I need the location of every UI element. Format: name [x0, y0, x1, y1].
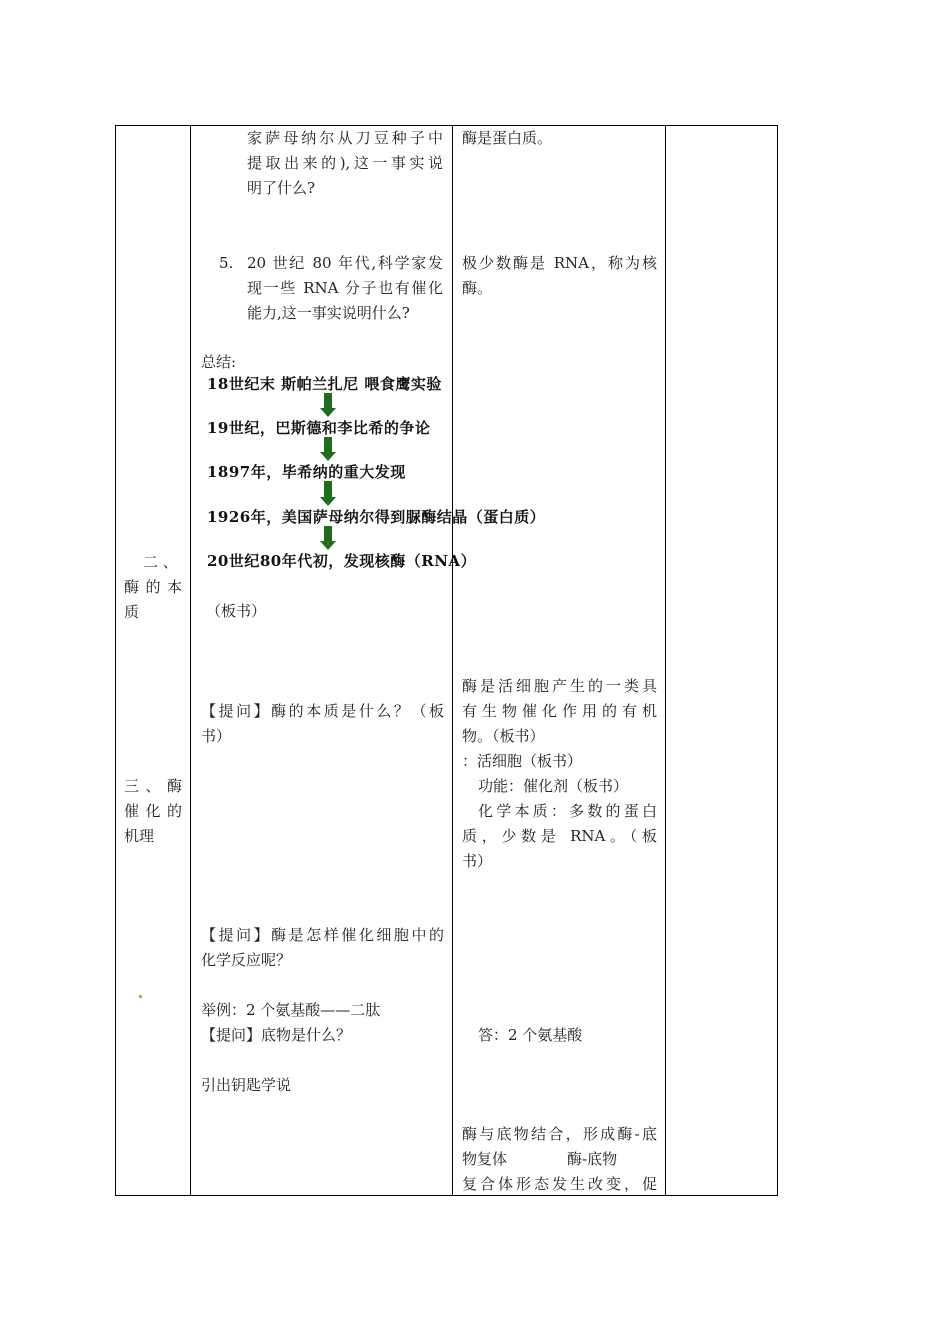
answer5-line-1: 极少数酶是 RNA，称为核 [462, 254, 657, 272]
item4-line-1: 家萨母纳尔从刀豆种子中 [247, 129, 443, 147]
answer4: 酶是蛋白质。 [462, 129, 553, 147]
table-right-border [777, 125, 778, 1196]
definition-line-1: 酶是活细胞产生的一类具 [462, 677, 657, 695]
item4-line-3: 明了什么? [247, 179, 316, 197]
down-arrow-icon [320, 526, 336, 550]
item5-line-1: 20 世纪 80 年代,科学家发 [247, 254, 443, 272]
question1-line-1: 【提问】酶的本质是什么？（板 [201, 702, 444, 720]
question2-line-1: 【提问】酶是怎样催化细胞中的 [201, 926, 444, 944]
timeline-item-1: 18世纪末 斯帕兰扎尼 喂食鹰实验 [207, 375, 442, 393]
question1-line-2: 书） [201, 727, 232, 745]
column-divider-2 [452, 125, 453, 1196]
answer5-line-2: 酶。 [462, 279, 493, 297]
timeline-item-3: 1897年，毕希纳的重大发现 [207, 463, 406, 481]
section3-line-3: 机理 [124, 827, 155, 845]
section2-line-2: 酶 的 本 [124, 578, 182, 596]
answer-substrate: 答：2 个氨基酸 [478, 1026, 583, 1044]
down-arrow-icon [320, 481, 336, 506]
lead-text: 引出钥匙学说 [201, 1076, 292, 1094]
example-text: 举例：2 个氨基酸——二肽 [201, 1001, 381, 1019]
nature-line-2: 质，少数是 RNA。（板 [462, 827, 657, 845]
timeline-item-5: 20世纪80年代初，发现核酶（RNA） [207, 552, 477, 570]
board-note: （板书） [206, 602, 267, 620]
nature-line-3: 书） [462, 852, 493, 870]
item5-line-2: 现一些 RNA 分子也有催化 [247, 279, 443, 297]
complex-line-2: 物复体 酶-底物 [462, 1150, 618, 1168]
item5-number: 5. [219, 254, 234, 272]
column-divider-3 [665, 125, 666, 1196]
complex-line-1: 酶与底物结合，形成酶-底 [462, 1125, 657, 1143]
table-bottom-border [115, 1195, 778, 1196]
timeline-item-4: 1926年，美国萨母纳尔得到脲酶结晶（蛋白质） [207, 508, 546, 526]
column-divider-1 [190, 125, 191, 1196]
source-text: ：活细胞（板书） [462, 752, 583, 770]
down-arrow-icon [320, 437, 336, 461]
down-arrow-icon [320, 393, 336, 417]
question3-text: 【提问】底物是什么？ [201, 1026, 352, 1044]
table-top-border [115, 125, 778, 126]
table-left-border [115, 125, 116, 1196]
definition-line-2: 有生物催化作用的有机 [462, 702, 657, 720]
section3-line-1: 三 、 酶 [124, 777, 182, 795]
section2-line-3: 质 [124, 603, 140, 621]
stray-dot [139, 995, 142, 998]
function-text: 功能：催化剂（板书） [478, 777, 629, 795]
question2-line-2: 化学反应呢？ [201, 951, 292, 969]
summary-label: 总结: [201, 353, 237, 371]
definition-line-3: 物。（板书） [462, 727, 545, 745]
item4-line-2: 提取出来的),这一事实说 [247, 154, 443, 172]
item5-line-3: 能力,这一事实说明什么? [247, 304, 410, 322]
section3-line-2: 催 化 的 [124, 802, 182, 820]
nature-line-1: 化学本质：多数的蛋白 [478, 802, 657, 820]
complex-line-3: 复合体形态发生改变，促 [462, 1175, 657, 1193]
section2-line-1: 二 、 [143, 553, 178, 571]
timeline-item-2: 19世纪，巴斯德和李比希的争论 [207, 419, 431, 437]
